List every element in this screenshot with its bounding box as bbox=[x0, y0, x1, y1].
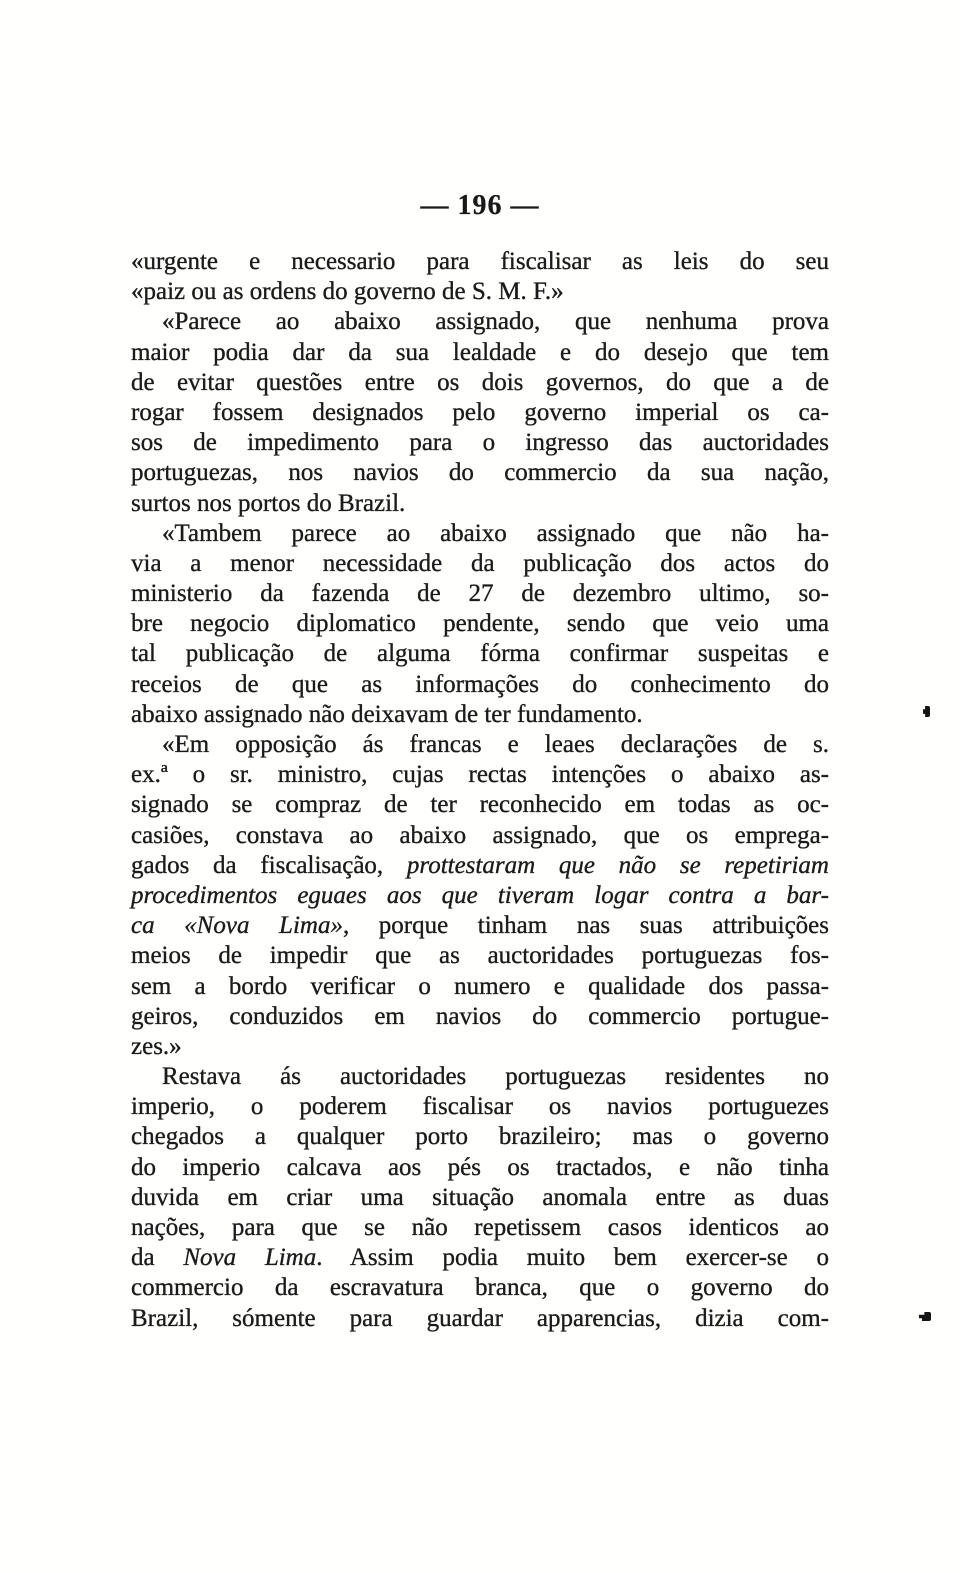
text-segment: abaixo assignado não deixavam de ter fundamento. bbox=[131, 700, 643, 728]
text-line bbox=[131, 700, 829, 730]
text-segment: «Tambem parece ao abaixo assignado que não ha- bbox=[162, 519, 829, 547]
page-number: — 196 — bbox=[420, 190, 540, 221]
text-segment: da bbox=[131, 1244, 184, 1272]
text-line bbox=[131, 489, 829, 519]
text-segment: «Parece ao abaixo assignado, que nenhuma prova bbox=[162, 308, 829, 336]
text-segment: ministerio da fazenda de 27 de dezembro ultimo, so- bbox=[131, 580, 829, 608]
text-line bbox=[131, 549, 829, 579]
text-segment: receios de que as informações do conhecimento do bbox=[131, 670, 829, 698]
text-line bbox=[131, 277, 829, 307]
text-line bbox=[131, 1183, 829, 1213]
text-line bbox=[131, 1002, 829, 1032]
text-line bbox=[131, 247, 829, 277]
text-line bbox=[131, 1153, 829, 1183]
text-segment: sem a bordo verificar o numero e qualidade dos passa- bbox=[131, 972, 829, 1000]
text-segment: do imperio calcava aos pés os tractados, e não tinha bbox=[131, 1153, 829, 1181]
text-line bbox=[131, 730, 829, 760]
text-line bbox=[131, 428, 829, 458]
text-line bbox=[131, 941, 829, 971]
text-segment: ex.ª o sr. ministro, cujas rectas intenções o abaixo as- bbox=[131, 761, 829, 789]
text-segment: . Assim podia muito bem exercer-se o bbox=[316, 1244, 829, 1272]
text-segment: tal publicação de alguma fórma confirmar suspeitas e bbox=[131, 640, 829, 668]
ink-speck bbox=[923, 706, 930, 717]
text-segment: Brazil, sómente para guardar apparencias, dizia com- bbox=[131, 1304, 829, 1332]
text-segment: «Em opposição ás francas e leaes declarações de s. bbox=[162, 731, 829, 758]
text-line bbox=[131, 670, 829, 700]
text-line bbox=[131, 1032, 829, 1062]
text-segment: surtos nos portos do Brazil. bbox=[131, 489, 406, 517]
text-segment: Restava ás auctoridades portuguezas residentes no bbox=[162, 1063, 829, 1091]
text-line bbox=[131, 1062, 829, 1092]
italic-text-segment: Nova Lima bbox=[183, 1244, 317, 1272]
text-segment: chegados a qualquer porto brazileiro; mas o governo bbox=[131, 1123, 829, 1151]
text-line bbox=[131, 458, 829, 488]
text-segment: signado se compraz de ter reconhecido em todas as oc- bbox=[131, 791, 829, 819]
text-line bbox=[131, 790, 829, 820]
text-line bbox=[131, 1213, 829, 1243]
text-line bbox=[131, 851, 829, 881]
text-segment: rogar fossem designados pelo governo imperial os ca- bbox=[131, 398, 829, 426]
text-line bbox=[131, 1273, 829, 1303]
text-line bbox=[131, 307, 829, 337]
text-segment: «paiz ou as ordens do governo de S. M. F.» bbox=[131, 278, 564, 306]
text-segment: nações, para que se não repetissem casos identicos ao bbox=[131, 1214, 829, 1241]
text-segment: meios de impedir que as auctoridades portuguezas fos- bbox=[131, 942, 829, 970]
text-line bbox=[131, 1092, 829, 1122]
text-segment: commercio da escravatura branca, que o governo do bbox=[131, 1274, 829, 1302]
text-segment: casiões, constava ao abaixo assignado, que os emprega- bbox=[131, 821, 829, 849]
text-segment: imperio, o poderem fiscalisar os navios portuguezes bbox=[131, 1093, 829, 1121]
text-line bbox=[131, 338, 829, 368]
text-line bbox=[131, 911, 829, 941]
text-line bbox=[131, 972, 829, 1002]
text-line bbox=[131, 1243, 829, 1273]
italic-text-segment: prottestaram que não se repetiriam bbox=[406, 851, 829, 879]
text-line bbox=[131, 1304, 829, 1334]
text-segment: via a menor necessidade da publicação dos actos do bbox=[131, 549, 829, 577]
text-segment: , porque tinham nas suas attribuições bbox=[342, 912, 829, 940]
text-segment: zes.» bbox=[131, 1032, 182, 1060]
italic-text-segment: procedimentos eguaes aos que tiveram logar contra a bar- bbox=[131, 881, 829, 909]
text-segment: duvida em criar uma situação anomala entre as duas bbox=[131, 1183, 829, 1211]
text-segment: sos de impedimento para o ingresso das auctoridades bbox=[131, 429, 829, 457]
text-line bbox=[131, 519, 829, 549]
text-segment: de evitar questões entre os dois governos, do que a de bbox=[131, 368, 829, 396]
text-line bbox=[131, 881, 829, 911]
ink-speck bbox=[919, 1312, 931, 1321]
page-text bbox=[131, 247, 829, 1334]
text-line bbox=[131, 1122, 829, 1152]
text-line bbox=[131, 368, 829, 398]
text-segment: portuguezas, nos navios do commercio da sua nação, bbox=[131, 459, 829, 487]
text-segment: bre negocio diplomatico pendente, sendo que veio uma bbox=[131, 610, 829, 638]
text-line bbox=[131, 821, 829, 851]
text-segment: gados da fiscalisação, bbox=[131, 851, 407, 879]
italic-text-segment: ca «Nova Lima» bbox=[131, 912, 343, 940]
text-line bbox=[131, 398, 829, 428]
text-line bbox=[131, 609, 829, 639]
text-segment: maior podia dar da sua lealdade e do desejo que tem bbox=[131, 338, 829, 366]
text-line bbox=[131, 579, 829, 609]
text-line bbox=[131, 760, 829, 790]
text-segment: geiros, conduzidos em navios do commercio portugue- bbox=[131, 1002, 829, 1030]
text-line bbox=[131, 639, 829, 669]
text-segment: «urgente e necessario para fiscalisar as leis do seu bbox=[131, 248, 829, 275]
